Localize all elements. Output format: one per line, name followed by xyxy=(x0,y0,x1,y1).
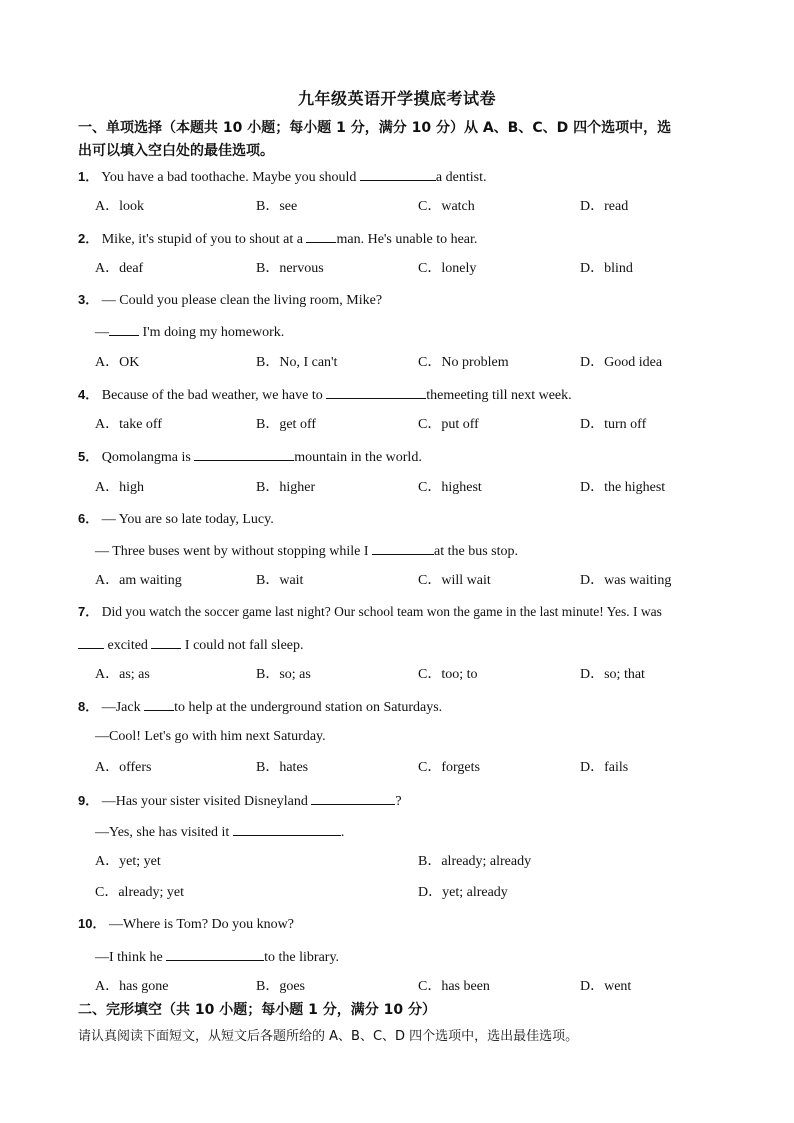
option-a: A．OK xyxy=(95,355,140,370)
question-text: Did you watch the soccer game last night? Our school team won the game in the last minute! Yes. I was xyxy=(101,604,662,619)
option-d: D．went xyxy=(580,979,632,994)
option-d: D．fails xyxy=(580,760,629,775)
question-number: 10． xyxy=(78,916,106,931)
option-a: A．look xyxy=(95,199,144,214)
option-d: D．yet; already xyxy=(418,885,508,900)
question-5-stem xyxy=(78,447,422,467)
option-b: B．see xyxy=(256,199,298,214)
option-b: B．goes xyxy=(256,979,305,994)
option-b: B．get off xyxy=(256,417,317,432)
question-text: ? xyxy=(395,794,402,809)
question-7-stem xyxy=(78,603,662,622)
option-c: C．forgets xyxy=(418,760,480,775)
question-8-stem xyxy=(78,697,442,717)
question-number: 1． xyxy=(78,169,99,184)
question-3-stem xyxy=(78,291,382,310)
question-text: —Cool! Let's go with him next Saturday. xyxy=(95,729,326,744)
question-text: —Has your sister visited Disneyland xyxy=(101,794,312,809)
question-10-reply xyxy=(95,947,339,967)
question-6-reply xyxy=(95,541,518,561)
option-d: D．the highest xyxy=(580,480,666,495)
option-d: D．turn off xyxy=(580,417,647,432)
question-number: 3． xyxy=(78,292,99,307)
option-b: B．nervous xyxy=(256,261,324,276)
question-1-stem xyxy=(78,167,486,187)
option-c: C．lonely xyxy=(418,261,477,276)
question-text: Because of the bad weather, we have to xyxy=(101,388,327,403)
question-10-stem xyxy=(78,915,294,934)
option-d: D．Good idea xyxy=(580,355,663,370)
answer-blank xyxy=(194,447,294,461)
question-8-reply xyxy=(95,728,326,746)
option-c: C．highest xyxy=(418,480,482,495)
option-c: C．has been xyxy=(418,979,490,994)
section-1-heading xyxy=(78,117,748,163)
question-2-stem xyxy=(78,229,477,249)
question-text: — xyxy=(95,325,109,340)
option-c: C．will wait xyxy=(418,573,491,588)
question-text: — Three buses went by without stopping while I xyxy=(95,544,372,559)
option-a: A．am waiting xyxy=(95,573,182,588)
question-number: 7． xyxy=(78,604,99,619)
question-text: —Yes, she has visited it xyxy=(95,825,233,840)
question-text: themeeting till next week. xyxy=(426,388,572,403)
option-b: B．wait xyxy=(256,573,304,588)
question-3-reply xyxy=(95,322,284,342)
question-9-reply xyxy=(95,822,344,842)
option-a: A．has gone xyxy=(95,979,169,994)
option-a: A．yet; yet xyxy=(95,854,161,869)
question-text: —Jack xyxy=(101,700,145,715)
answer-blank xyxy=(311,791,395,805)
question-number: 4． xyxy=(78,387,99,402)
option-b: B．hates xyxy=(256,760,309,775)
section-2-heading: 二、完形填空（共 10 小题；每小题 1 分，满分 10 分） xyxy=(78,1002,436,1018)
question-text: — You are so late today, Lucy. xyxy=(101,512,274,527)
option-b: B．so; as xyxy=(256,667,311,682)
option-a: A．deaf xyxy=(95,261,144,276)
question-text: mountain in the world. xyxy=(294,450,422,465)
question-text: . xyxy=(340,825,345,840)
option-c: C．already; yet xyxy=(95,885,185,900)
question-text: a dentist. xyxy=(435,170,487,185)
answer-blank xyxy=(151,635,181,649)
section-1-heading-line-2: 出可以填入空白处的最佳选项。 xyxy=(78,143,274,159)
option-a: A．take off xyxy=(95,417,162,432)
answer-blank xyxy=(372,541,434,555)
option-d: D．was waiting xyxy=(580,573,672,588)
option-d: D．so; that xyxy=(580,667,645,682)
question-text: man. He's unable to hear. xyxy=(336,232,478,247)
question-text: Mike, it's stupid of you to shout at a xyxy=(101,232,307,247)
question-9-stem xyxy=(78,791,402,811)
option-d: D．blind xyxy=(580,261,633,276)
option-c: C．put off xyxy=(418,417,479,432)
section-2-instruction: 请认真阅读下面短文，从短文后各题所给的 A、B、C、D 四个选项中，选出最佳选项。 xyxy=(78,1029,579,1044)
option-d: D．read xyxy=(580,199,629,214)
question-7-continuation xyxy=(78,635,304,655)
option-a: A．as; as xyxy=(95,667,150,682)
section-1-heading-line-1: 一、单项选择（本题共 10 小题；每小题 1 分，满分 10 分）从 A、B、C、D 四个选项中，选 xyxy=(78,120,672,136)
question-text: I'm doing my homework. xyxy=(139,325,285,340)
question-text: Qomolangma is xyxy=(101,450,195,465)
answer-blank xyxy=(360,167,436,181)
question-text: — Could you please clean the living room, Mike? xyxy=(101,293,383,308)
option-b: B．higher xyxy=(256,480,316,495)
question-text: I could not fall sleep. xyxy=(181,638,304,653)
option-b: B．already; already xyxy=(418,854,532,869)
question-text: to help at the underground station on Saturdays. xyxy=(174,700,443,715)
answer-blank xyxy=(306,229,336,243)
question-text: —Where is Tom? Do you know? xyxy=(108,917,294,932)
answer-blank xyxy=(109,322,139,336)
question-text: to the library. xyxy=(264,950,340,965)
answer-blank xyxy=(233,822,341,836)
question-text: You have a bad toothache. Maybe you should xyxy=(101,170,360,185)
question-number: 5． xyxy=(78,449,99,464)
question-number: 2． xyxy=(78,231,99,246)
answer-blank xyxy=(166,947,264,961)
exam-title: 九年级英语开学摸底考试卷 xyxy=(297,89,496,108)
answer-blank xyxy=(144,697,174,711)
question-text: at the bus stop. xyxy=(434,544,518,559)
option-c: C．watch xyxy=(418,199,475,214)
question-6-stem xyxy=(78,510,274,529)
question-number: 8． xyxy=(78,699,99,714)
option-b: B．No, I can't xyxy=(256,355,338,370)
question-number: 9． xyxy=(78,793,99,808)
option-a: A．high xyxy=(95,480,144,495)
option-a: A．offers xyxy=(95,760,152,775)
question-text: excited xyxy=(104,638,152,653)
question-text: —I think he xyxy=(95,950,167,965)
answer-blank xyxy=(78,635,104,649)
question-number: 6． xyxy=(78,511,99,526)
answer-blank xyxy=(326,385,426,399)
option-c: C．too; to xyxy=(418,667,478,682)
option-c: C．No problem xyxy=(418,355,509,370)
question-4-stem xyxy=(78,385,572,405)
